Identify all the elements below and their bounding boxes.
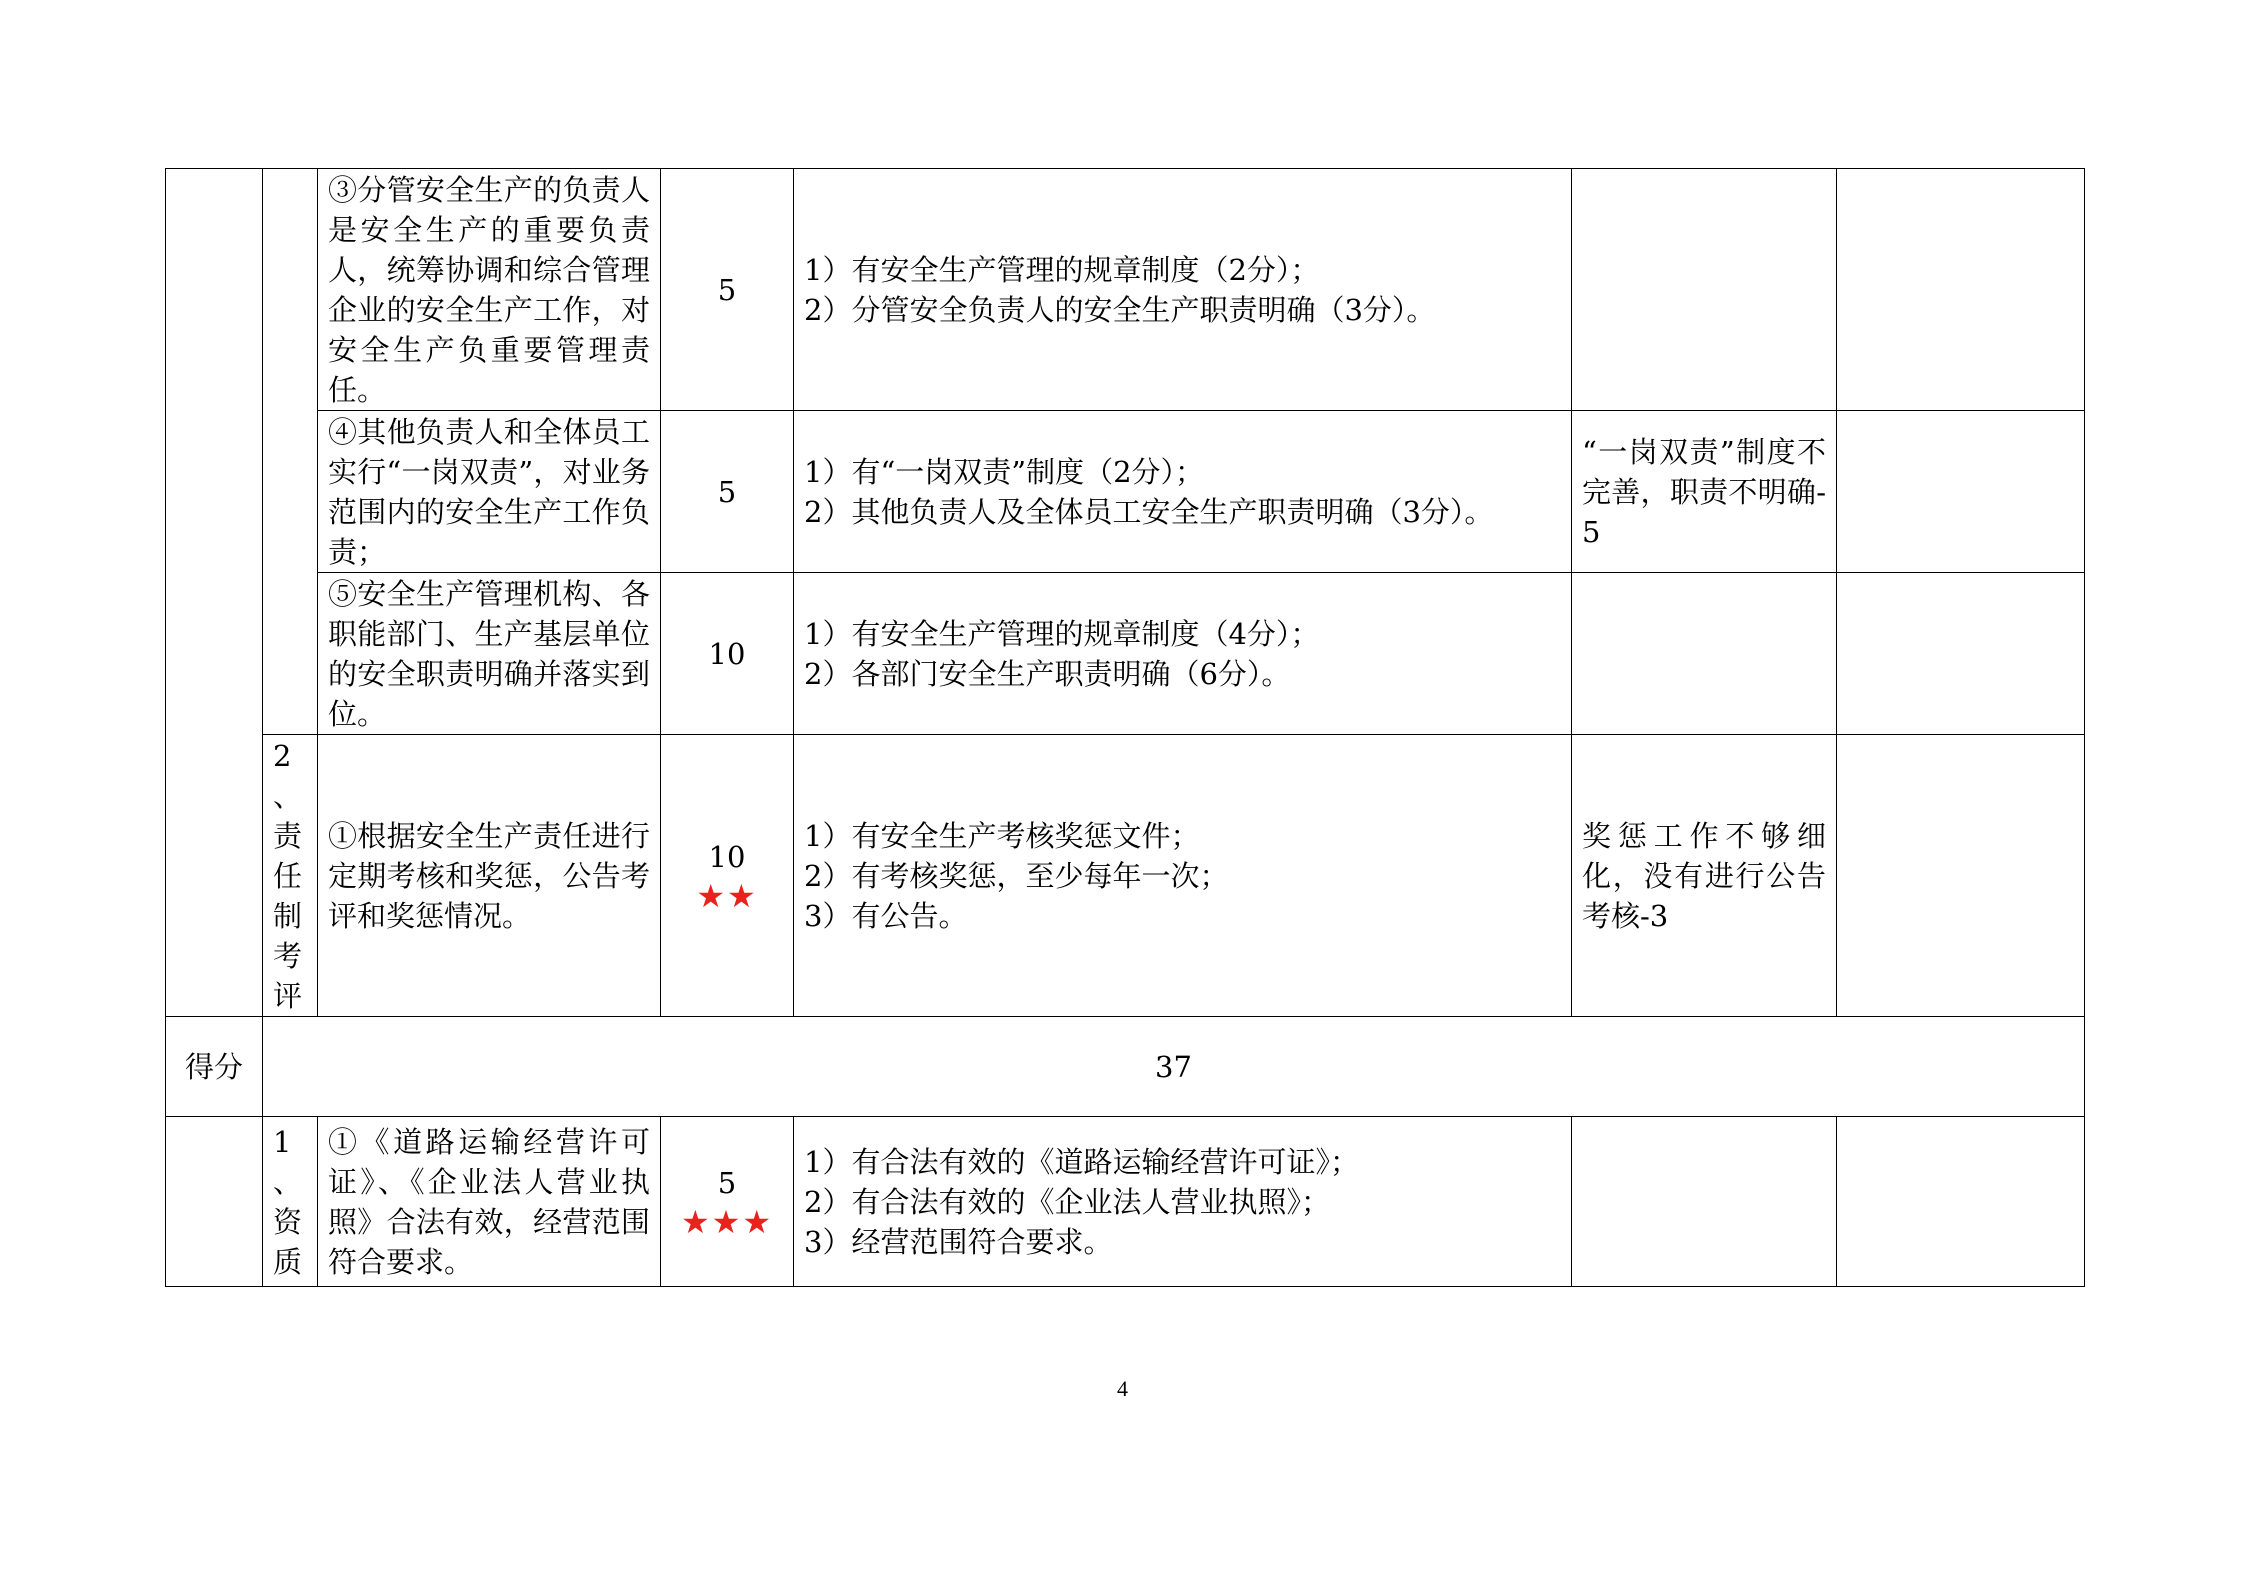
item-cell (263, 169, 318, 735)
star-rating-icon: ★★★ (680, 1202, 774, 1241)
content-cell: ①根据安全生产责任进行定期考核和奖惩，公告考评和奖惩情况。 (318, 735, 661, 1017)
item-name: 资质 (273, 1204, 303, 1279)
content-cell: ④其他负责人和全体员工实行“一岗双责”，对业务范围内的安全生产工作负责； (318, 411, 661, 573)
evaluation-table (165, 168, 2085, 1287)
standard-line: 2）其他负责人及全体员工安全生产职责明确（3分）。 (804, 494, 1494, 529)
standard-cell (794, 573, 1572, 735)
score-value: 10 (708, 839, 746, 874)
remark-cell (1572, 169, 1837, 411)
standard-line: 1）有合法有效的《道路运输经营许可证》； (804, 1144, 1359, 1179)
score-cell (661, 1117, 794, 1287)
standard-line: 1）有安全生产管理的规章制度（4分）； (804, 616, 1320, 651)
score-value: 5 (717, 474, 737, 509)
remark-cell (1572, 1117, 1837, 1287)
standard-line: 2）各部门安全生产职责明确（6分）。 (804, 656, 1291, 691)
standard-cell (794, 169, 1572, 411)
page-number: 4 (1117, 1376, 1128, 1401)
score-cell (661, 169, 794, 411)
content-cell: ③分管安全生产的负责人是安全生产的重要负责人，统筹协调和综合管理企业的安全生产工作，对安全生产负重要管理责任。 (318, 169, 661, 411)
score-cell (661, 573, 794, 735)
item-index-cell (263, 1117, 318, 1287)
item-name: 责任制考评 (273, 818, 303, 1013)
standard-line: 3）有公告。 (804, 898, 968, 933)
table-row (166, 573, 2085, 735)
standard-line: 2）分管安全负责人的安全生产职责明确（3分）。 (804, 292, 1436, 327)
standard-line: 1）有安全生产考核奖惩文件； (804, 818, 1200, 853)
final-score-cell (1837, 1117, 2085, 1287)
remark-cell: 奖惩工作不够细化，没有进行公告考核-3 (1572, 735, 1837, 1017)
category-cell (166, 169, 263, 1017)
score-value: 5 (717, 1165, 737, 1200)
remark-cell (1572, 573, 1837, 735)
item-number: 2 (273, 738, 292, 773)
remark-cell: “一岗双责”制度不完善，职责不明确-5 (1572, 411, 1837, 573)
standard-line: 2）有合法有效的《企业法人营业执照》； (804, 1184, 1330, 1219)
final-score-cell (1837, 573, 2085, 735)
score-label: 得分 (166, 1017, 263, 1117)
standard-cell (794, 411, 1572, 573)
content-cell: ⑤安全生产管理机构、各职能部门、生产基层单位的安全职责明确并落实到位。 (318, 573, 661, 735)
standard-cell (794, 735, 1572, 1017)
score-value: 5 (717, 272, 737, 307)
standard-cell (794, 1117, 1572, 1287)
category-cell (166, 1117, 263, 1287)
score-total: 37 (263, 1017, 2085, 1117)
final-score-cell (1837, 411, 2085, 573)
table-row (166, 169, 2085, 411)
item-number: 1 (273, 1124, 292, 1159)
item-index-cell (263, 735, 318, 1017)
table-row (166, 1117, 2085, 1287)
table-row (166, 411, 2085, 573)
final-score-cell (1837, 735, 2085, 1017)
final-score-cell (1837, 169, 2085, 411)
score-summary-row (166, 1017, 2085, 1117)
star-rating-icon: ★★ (696, 876, 758, 915)
item-separator: 、 (273, 778, 303, 813)
score-cell (661, 411, 794, 573)
standard-line: 1）有安全生产管理的规章制度（2分）； (804, 252, 1320, 287)
standard-line: 3）经营范围符合要求。 (804, 1224, 1113, 1259)
content-cell: ①《道路运输经营许可证》、《企业法人营业执照》合法有效，经营范围符合要求。 (318, 1117, 661, 1287)
score-cell (661, 735, 794, 1017)
item-separator: 、 (273, 1164, 303, 1199)
score-value: 10 (708, 636, 746, 671)
standard-line: 1）有“一岗双责”制度（2分）； (804, 454, 1205, 489)
standard-line: 2）有考核奖惩，至少每年一次； (804, 858, 1229, 893)
table-row (166, 735, 2085, 1017)
